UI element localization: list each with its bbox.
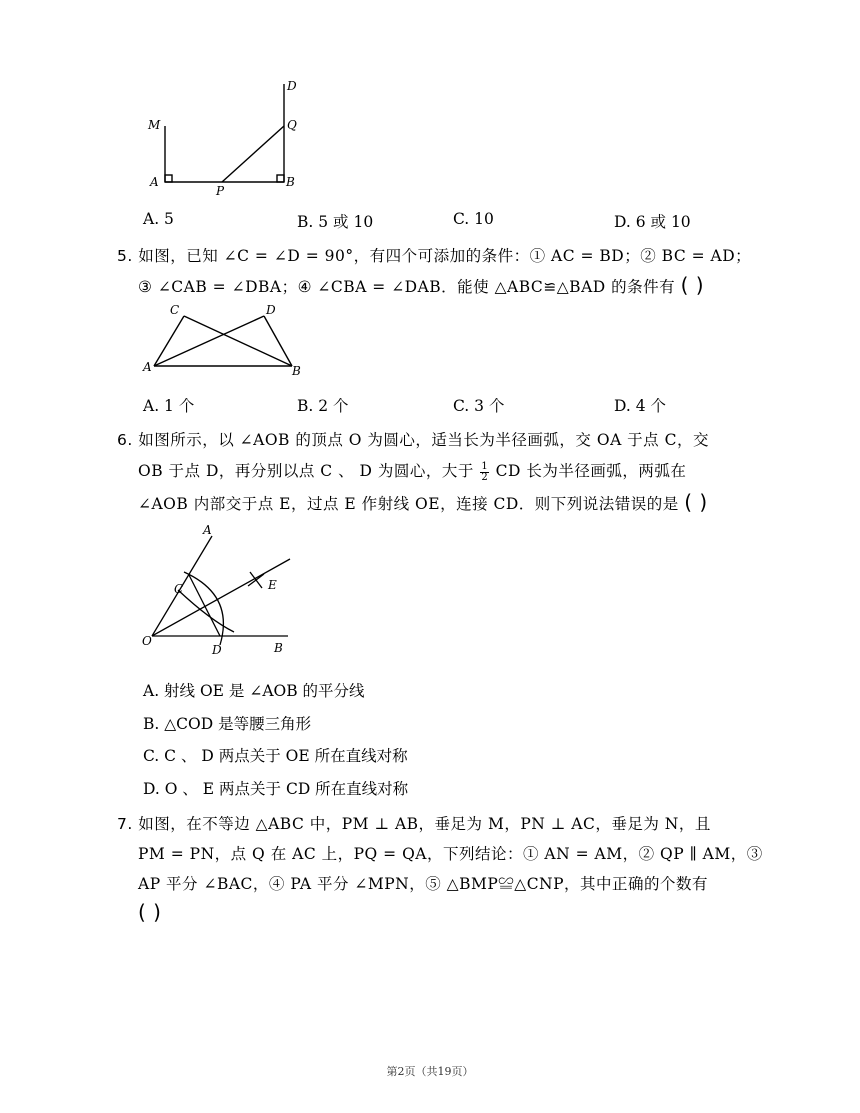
q6-line-2 bbox=[138, 459, 686, 483]
q5-option-c: C. 3 个 bbox=[453, 397, 505, 415]
q6-answer-paren: ( ) bbox=[684, 490, 708, 514]
q7-number: 7. bbox=[117, 815, 133, 833]
q6-option-a: A. 射线 OE 是 ∠AOB 的平分线 bbox=[143, 682, 365, 700]
q5-answer-paren: ( ) bbox=[680, 273, 705, 297]
q6-number: 6. bbox=[117, 431, 133, 449]
q6-line-1 bbox=[117, 428, 709, 450]
q6-line-3 bbox=[138, 490, 708, 514]
q6-text-2b: CD 长为半径画弧，两弧在 bbox=[495, 462, 687, 480]
q7-line-2: PM = PN，点 Q 在 AC 上，PQ = QA，下列结论：① AN = AM，② QP ∥ AM，③ bbox=[138, 845, 763, 863]
q6-figure bbox=[140, 520, 310, 660]
q5-line-2 bbox=[138, 273, 704, 297]
q6-option-b: B. △COD 是等腰三角形 bbox=[143, 715, 312, 733]
q4-figure bbox=[140, 74, 310, 199]
page-footer: 第2页（共19页） bbox=[386, 1065, 474, 1078]
q6-fraction bbox=[480, 462, 489, 483]
q5-option-d: D. 4 个 bbox=[614, 397, 667, 415]
q7-line-1 bbox=[117, 812, 711, 834]
q7-line-4 bbox=[138, 900, 161, 924]
q5-option-b: B. 2 个 bbox=[297, 397, 349, 415]
q7-line-3: AP 平分 ∠BAC，④ PA 平分 ∠MPN，⑤ △BMP≌△CNP，其中正确的个数有 bbox=[138, 875, 709, 893]
q6-option-c: C. C 、 D 两点关于 OE 所在直线对称 bbox=[143, 747, 408, 765]
q6-text-2a: OB 于点 D，再分别以点 C 、 D 为圆心，大于 bbox=[138, 462, 474, 480]
q4-option-d: D. 6 或 10 bbox=[614, 213, 691, 231]
q6-label-b: B bbox=[274, 641, 283, 655]
q5-label-b: B bbox=[292, 364, 301, 378]
q5-label-a: A bbox=[143, 360, 152, 374]
q6-fraction-num: 1 bbox=[481, 460, 489, 472]
q5-label-c: C bbox=[170, 303, 180, 317]
q5-text-1: 如图，已知 ∠C = ∠D = 90°，有四个可添加的条件：① AC = BD；② BC = AD； bbox=[138, 247, 752, 265]
q4-label-a: A bbox=[150, 175, 159, 189]
q5-figure bbox=[140, 298, 310, 383]
q4-label-p: P bbox=[216, 184, 225, 198]
q4-option-a: A. 5 bbox=[143, 210, 174, 228]
q6-label-a: A bbox=[203, 523, 212, 537]
q6-label-d: D bbox=[212, 643, 222, 657]
q6-label-c: C bbox=[174, 582, 184, 596]
q6-text-3: ∠AOB 内部交于点 E，过点 E 作射线 OE，连接 CD．则下列说法错误的是 bbox=[138, 495, 679, 513]
q7-answer-paren: ( ) bbox=[138, 900, 162, 924]
q4-label-q: Q bbox=[287, 118, 297, 132]
q5-label-d: D bbox=[266, 303, 276, 317]
q4-label-m: M bbox=[148, 118, 161, 132]
q5-option-a: A. 1 个 bbox=[143, 397, 195, 415]
q5-line-1 bbox=[117, 244, 751, 266]
q4-option-b: B. 5 或 10 bbox=[297, 213, 374, 231]
q7-text-1: 如图，在不等边 △ABC 中，PM ⊥ AB，垂足为 M，PN ⊥ AC，垂足为 N，且 bbox=[138, 815, 711, 833]
q4-label-b: B bbox=[286, 175, 295, 189]
q6-label-e: E bbox=[268, 578, 277, 592]
q6-text-1: 如图所示，以 ∠AOB 的顶点 O 为圆心，适当长为半径画弧，交 OA 于点 C，交 bbox=[138, 431, 709, 449]
q4-label-d: D bbox=[287, 79, 297, 93]
q4-option-c: C. 10 bbox=[453, 210, 494, 228]
q5-text-2: ③ ∠CAB = ∠DBA；④ ∠CBA = ∠DAB．能使 △ABC≌△BAD 的条件有 bbox=[138, 278, 676, 296]
q6-option-d: D. O 、 E 两点关于 CD 所在直线对称 bbox=[143, 780, 409, 798]
q5-number: 5. bbox=[117, 247, 133, 265]
q6-fraction-den: 2 bbox=[481, 471, 489, 483]
q6-label-o: O bbox=[142, 634, 152, 648]
